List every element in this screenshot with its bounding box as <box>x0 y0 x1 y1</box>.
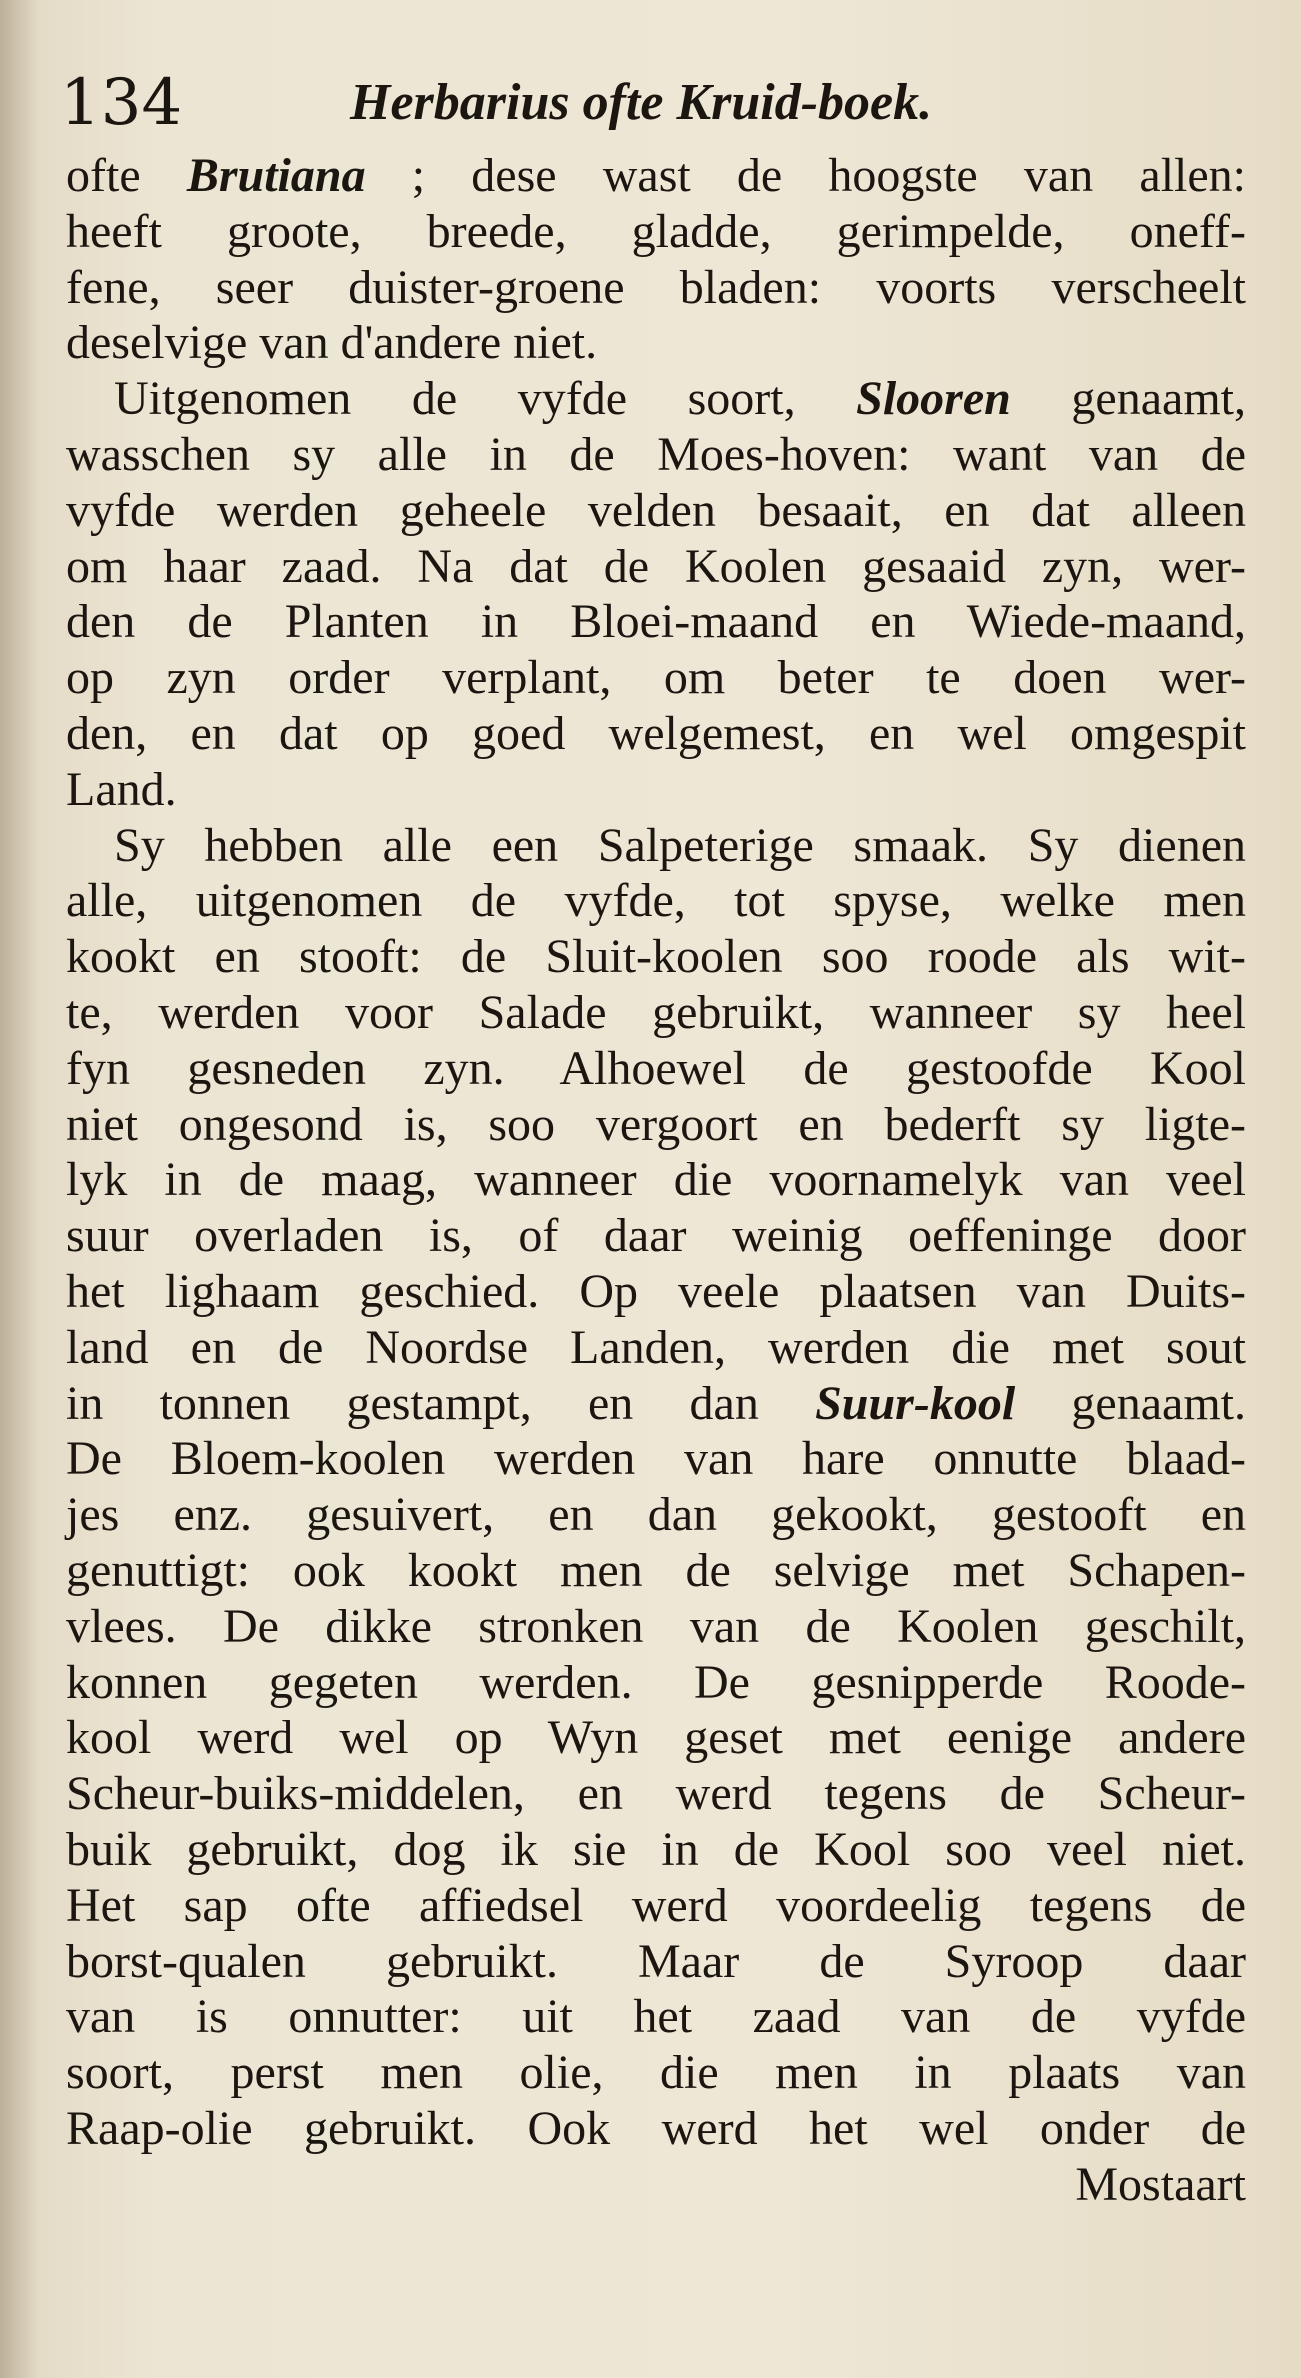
text-segment: soort, perst men olie, die men in plaats van <box>66 2046 1246 2100</box>
text-segment: jes enz. gesuivert, en dan gekookt, gestooft en <box>66 1488 1246 1542</box>
text-segment: Het sap ofte affiedsel werd voordeelig tegens de <box>66 1878 1246 1932</box>
text-line <box>66 1989 1246 2045</box>
text-line <box>66 985 1246 1041</box>
text-line <box>66 371 1246 427</box>
catchword <box>66 2157 1246 2213</box>
text-segment: vyfde werden geheele velden besaait, en dat alleen <box>66 483 1246 537</box>
body-text <box>66 148 1246 2212</box>
text-segment: genaamt. <box>1015 1376 1246 1430</box>
text-segment: ofte <box>66 149 187 202</box>
text-segment: Land. <box>66 762 177 816</box>
text-line <box>66 1208 1246 1264</box>
text-segment: land en de Noordse Landen, werden die met sout <box>66 1320 1246 1374</box>
text-segment: den, en dat op goed welgemest, en wel omgespit <box>66 706 1246 760</box>
text-line <box>66 1710 1246 1766</box>
text-segment: genuttigt: ook kookt men de selvige met Schapen- <box>66 1543 1246 1597</box>
italic-term: Brutiana <box>186 149 366 202</box>
text-line <box>66 818 1246 874</box>
text-line <box>66 260 1246 316</box>
text-line <box>66 148 1246 204</box>
text-segment: De Bloem-koolen werden van hare onnutte blaad- <box>66 1432 1246 1486</box>
text-segment: borst-qualen gebruikt. Maar de Syroop daar <box>66 1934 1246 1988</box>
text-segment: het lighaam geschied. Op veele plaatsen van Duits- <box>66 1264 1246 1318</box>
text-segment: in tonnen gestampt, en dan <box>66 1376 816 1430</box>
text-segment: te, werden voor Salade gebruikt, wanneer sy heel <box>66 985 1246 1039</box>
text-line <box>66 539 1246 595</box>
text-segment: Mostaart <box>1075 2157 1246 2211</box>
text-line <box>66 762 1246 818</box>
text-line <box>66 427 1246 483</box>
text-segment: Uitgenomen de vyfde soort, <box>114 372 857 426</box>
text-line <box>66 1320 1246 1376</box>
text-line <box>66 2045 1246 2101</box>
text-line <box>66 1431 1246 1487</box>
text-segment: niet ongesond is, soo vergoort en bederft sy ligte- <box>66 1097 1246 1151</box>
text-segment: fene, seer duister-groene bladen: voorts verscheelt <box>66 260 1246 314</box>
text-line <box>66 1934 1246 1990</box>
running-title: Herbarius ofte Kruid-boek. <box>350 74 933 131</box>
text-segment: genaamt, <box>1010 372 1246 426</box>
text-line <box>66 929 1246 985</box>
text-line <box>66 315 1246 371</box>
text-segment: ; dese wast de hoogste van allen: <box>365 149 1247 202</box>
text-segment: wasschen sy alle in de Moes-hoven: want van de <box>66 427 1246 481</box>
text-segment: fyn gesneden zyn. Alhoewel de gestoofde Kool <box>66 1041 1246 1095</box>
text-line <box>66 1766 1246 1822</box>
text-segment: vlees. De dikke stronken van de Koolen geschilt, <box>66 1599 1246 1653</box>
text-line <box>66 1376 1246 1432</box>
text-segment: deselvige van d'andere niet. <box>66 316 598 370</box>
text-line <box>66 2101 1246 2157</box>
text-segment: op zyn order verplant, om beter te doen wer- <box>66 651 1246 705</box>
text-line <box>66 1655 1246 1711</box>
text-segment: suur overladen is, of daar weinig oeffeninge door <box>66 1209 1246 1263</box>
text-line <box>66 1878 1246 1934</box>
text-segment: buik gebruikt, dog ik sie in de Kool soo veel niet. <box>66 1822 1246 1876</box>
text-line <box>66 204 1246 260</box>
text-segment: den de Planten in Bloei-maand en Wiede-maand, <box>66 595 1246 649</box>
text-line <box>66 483 1246 539</box>
spine-shadow <box>0 0 40 2378</box>
text-line <box>66 1822 1246 1878</box>
text-segment: Sy hebben alle een Salpeterige smaak. Sy dienen <box>114 818 1246 872</box>
text-segment: van is onnutter: uit het zaad van de vyfde <box>66 1990 1246 2044</box>
text-line <box>66 1487 1246 1543</box>
text-segment: lyk in de maag, wanneer die voornamelyk van veel <box>66 1153 1246 1207</box>
text-segment: kool werd wel op Wyn geset met eenige andere <box>66 1711 1246 1765</box>
text-segment: Raap-olie gebruikt. Ook werd het wel onder de <box>66 2101 1246 2155</box>
page-number: 134 <box>60 66 183 140</box>
text-segment: kookt en stooft: de Sluit-koolen soo roode als wit- <box>66 930 1246 984</box>
text-segment: heeft groote, breede, gladde, gerimpelde, oneff- <box>66 204 1246 258</box>
text-line <box>66 1543 1246 1599</box>
italic-term: Suur-kool <box>815 1376 1016 1430</box>
text-segment: om haar zaad. Na dat de Koolen gesaaid zyn, wer- <box>66 539 1246 593</box>
text-segment: konnen gegeten werden. De gesnipperde Roode- <box>66 1655 1246 1709</box>
text-line <box>66 1041 1246 1097</box>
italic-term: Slooren <box>856 372 1011 426</box>
text-line <box>66 873 1246 929</box>
text-segment: Scheur-buiks-middelen, en werd tegens de Scheur- <box>66 1767 1246 1821</box>
text-line <box>66 1599 1246 1655</box>
text-line <box>66 650 1246 706</box>
text-line <box>66 706 1246 762</box>
text-line <box>66 594 1246 650</box>
page-header <box>60 58 1240 148</box>
text-line <box>66 1152 1246 1208</box>
text-line <box>66 1097 1246 1153</box>
text-segment: alle, uitgenomen de vyfde, tot spyse, welke men <box>66 874 1246 928</box>
text-line <box>66 1264 1246 1320</box>
